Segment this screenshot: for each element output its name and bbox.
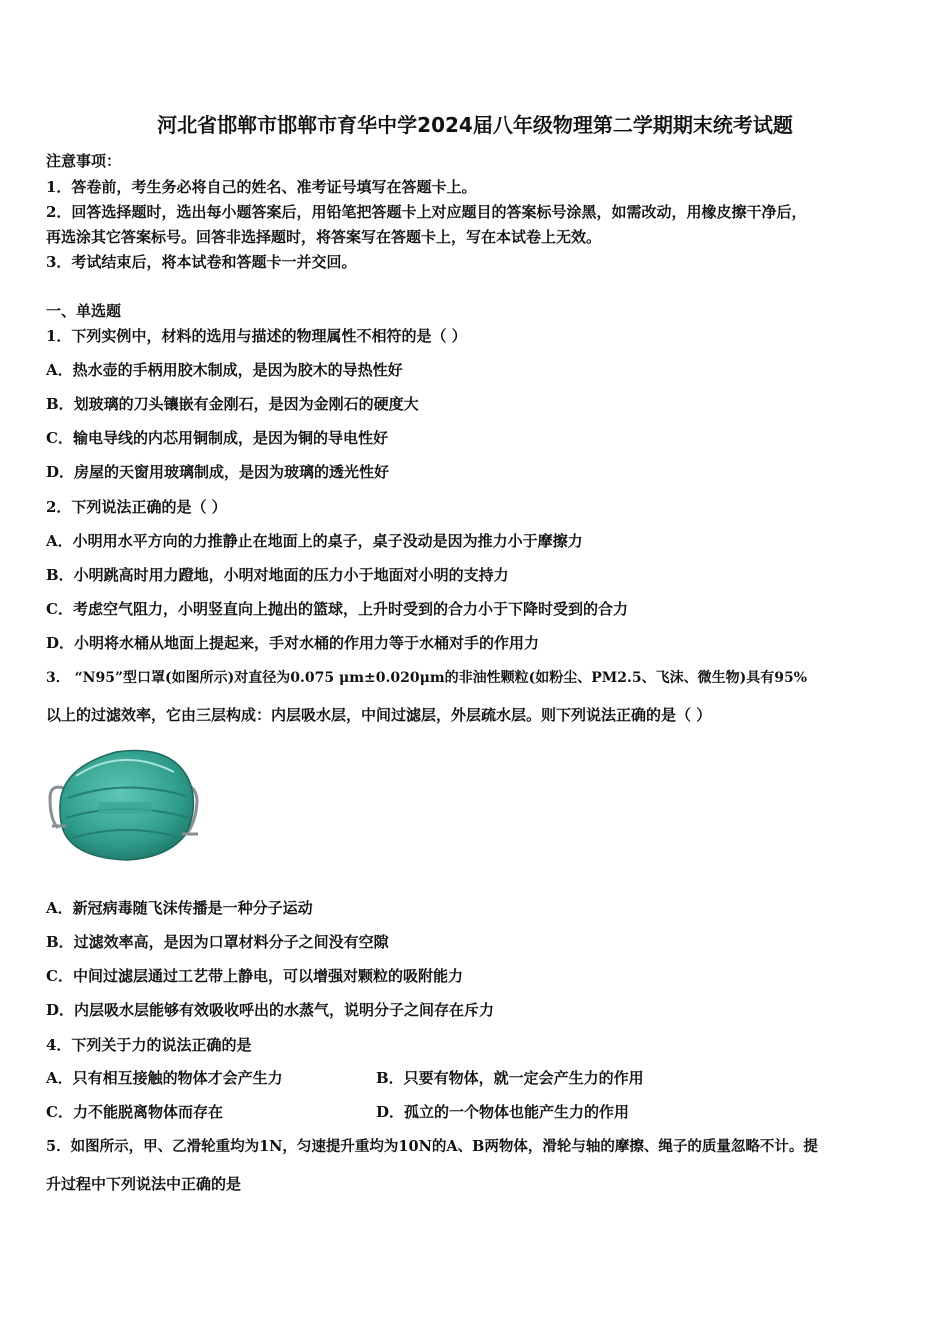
question-5-stem-line1: 5．如图所示，甲、乙滑轮重均为1N，匀速提升重均为10N的A、B两物体，滑轮与轴的摩擦、绳子的质量忽略不计。提 bbox=[46, 1138, 818, 1155]
question-2-option-c: C．考虑空气阻力，小明竖直向上抛出的篮球，上升时受到的合力小于下降时受到的合力 bbox=[46, 600, 628, 618]
question-2-stem: 2．下列说法正确的是（ ） bbox=[46, 498, 227, 516]
question-5-stem-line2: 升过程中下列说法中正确的是 bbox=[46, 1175, 242, 1193]
question-1-option-d: D．房屋的天窗用玻璃制成，是因为玻璃的透光性好 bbox=[46, 463, 390, 481]
question-1-option-c: C．输电导线的内芯用铜制成，是因为铜的导电性好 bbox=[46, 429, 388, 447]
question-1-stem: 1．下列实例中，材料的选用与描述的物理属性不相符的是（ ） bbox=[46, 327, 467, 345]
notice-item: 2．回答选择题时，选出每小题答案后，用铅笔把答题卡上对应题目的答案标号涂黑，如需改动，用橡皮擦干净后， bbox=[46, 203, 807, 221]
question-4-option-d: D．孤立的一个物体也能产生力的作用 bbox=[376, 1103, 630, 1121]
question-4-stem: 4．下列关于力的说法正确的是 bbox=[46, 1036, 252, 1054]
question-2-option-d: D．小明将水桶从地面上提起来，手对水桶的作用力等于水桶对手的作用力 bbox=[46, 634, 540, 652]
notice-item: 1．答卷前，考生务必将自己的姓名、准考证号填写在答题卡上。 bbox=[46, 178, 477, 196]
notice-item: 再选涂其它答案标号。回答非选择题时，将答案写在答题卡上，写在本试卷上无效。 bbox=[46, 228, 602, 246]
exam-title: 河北省邯郸市邯郸市育华中学2024届八年级物理第二学期期末统考试题 bbox=[157, 113, 793, 137]
question-1-option-b: B．划玻璃的刀头镶嵌有金刚石，是因为金刚石的硬度大 bbox=[46, 395, 419, 413]
question-4-option-c: C．力不能脱离物体而存在 bbox=[46, 1103, 223, 1121]
question-2-option-a: A．小明用水平方向的力推静止在地面上的桌子，桌子没动是因为推力小于摩擦力 bbox=[46, 532, 583, 550]
question-4-option-b: B．只要有物体，就一定会产生力的作用 bbox=[376, 1069, 644, 1087]
n95-mask-image bbox=[46, 738, 201, 863]
notice-item: 3．考试结束后，将本试卷和答题卡一并交回。 bbox=[46, 253, 357, 271]
section-heading: 一、单选题 bbox=[46, 302, 122, 320]
question-3-stem-line2: 以上的过滤效率，它由三层构成：内层吸水层，中间过滤层，外层疏水层。则下列说法正确的是（ ） bbox=[46, 706, 712, 724]
question-3-option-b: B．过滤效率高，是因为口罩材料分子之间没有空隙 bbox=[46, 933, 389, 951]
question-4-option-a: A．只有相互接触的物体才会产生力 bbox=[46, 1069, 283, 1087]
question-3-stem-line1: 3． “N95”型口罩(如图所示)对直径为0.075 μm±0.020μm的非油性颗粒(如粉尘、PM2.5、飞沫、微生物)具有95% bbox=[46, 670, 808, 686]
question-3-option-d: D．内层吸水层能够有效吸收呼出的水蒸气，说明分子之间存在斥力 bbox=[46, 1001, 495, 1019]
notice-heading: 注意事项： bbox=[46, 152, 122, 170]
question-3-option-c: C．中间过滤层通过工艺带上静电，可以增强对颗粒的吸附能力 bbox=[46, 967, 463, 985]
question-1-option-a: A．热水壶的手柄用胶木制成，是因为胶木的导热性好 bbox=[46, 361, 403, 379]
question-3-option-a: A．新冠病毒随飞沫传播是一种分子运动 bbox=[46, 899, 313, 917]
question-2-option-b: B．小明跳高时用力蹬地，小明对地面的压力小于地面对小明的支持力 bbox=[46, 566, 509, 584]
